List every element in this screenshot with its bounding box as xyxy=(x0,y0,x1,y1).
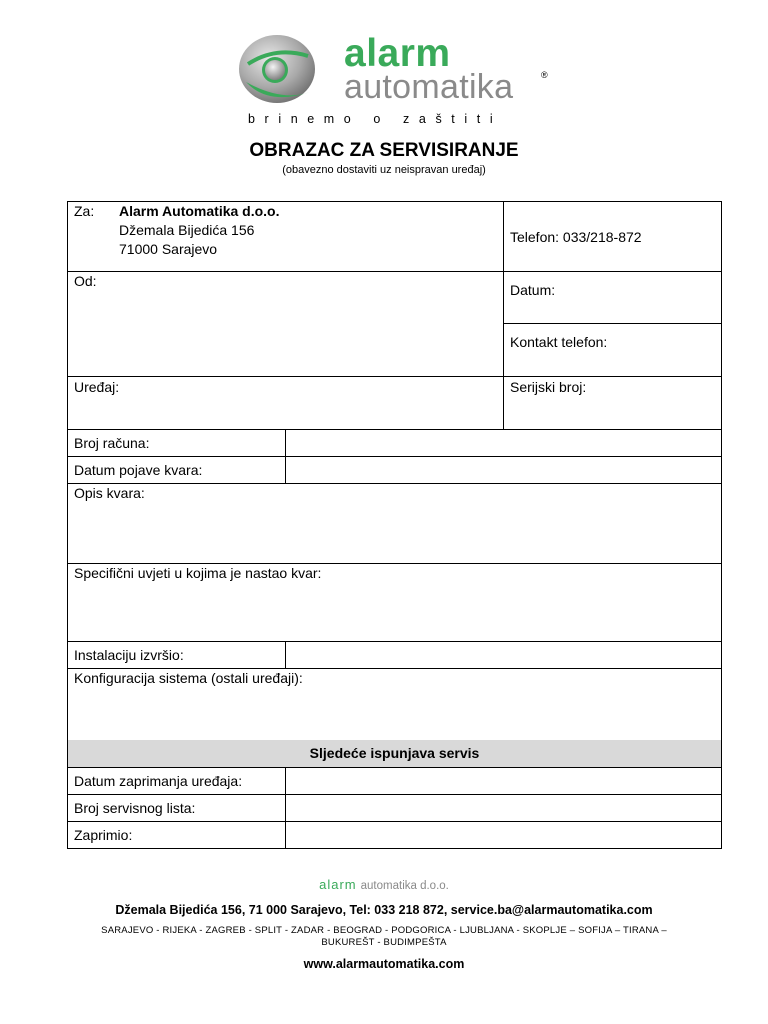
footer-brand xyxy=(0,877,768,892)
invoice-number-label: Broj računa: xyxy=(74,435,150,451)
footer-cities: SARAJEVO - RIJEKA - ZAGREB - SPLIT - ZADAR - BEOGRAD - PODGORICA - LJUBLJANA - SKOPLJE – SOFIJA – TIRANA – BUKUREŠT - BUDIMPEŠTA xyxy=(101,925,667,948)
logo-tagline: brinemo o zaštiti xyxy=(248,112,503,126)
form-title: OBRAZAC ZA SERVISIRANJE xyxy=(249,140,519,161)
footer-address: Džemala Bijedića 156, 71 000 Sarajevo, Tel: 033 218 872, service.ba@alarmautomatika.com xyxy=(115,903,653,917)
received-by-label: Zaprimio: xyxy=(74,827,133,843)
recipient-city: 71000 Sarajevo xyxy=(119,241,218,257)
company-logo xyxy=(238,34,558,134)
serial-number-label: Serijski broj: xyxy=(510,379,587,395)
fault-description-label: Opis kvara: xyxy=(74,485,145,501)
globe-logo-icon xyxy=(238,34,318,106)
form-subtitle: (obavezno dostaviti uz neispravan uređaj) xyxy=(282,164,486,176)
recipient-company: Alarm Automatika d.o.o. xyxy=(119,203,280,219)
device-label: Uređaj: xyxy=(74,379,120,395)
logo-word-alarm: alarm xyxy=(344,32,451,75)
footer-website[interactable]: www.alarmautomatika.com xyxy=(303,957,465,971)
recipient-street: Džemala Bijedića 156 xyxy=(119,222,255,238)
to-label: Za: xyxy=(74,203,95,219)
contact-phone-label: Kontakt telefon: xyxy=(510,334,608,350)
service-sheet-number-label: Broj servisnog lista: xyxy=(74,800,196,816)
footer-brand-alarm: alarm xyxy=(319,877,357,892)
fault-date-label: Datum pojave kvara: xyxy=(74,462,203,478)
from-label: Od: xyxy=(74,273,97,289)
recipient-phone: Telefon: 033/218-872 xyxy=(510,229,642,245)
footer-brand-automatika: automatika d.o.o. xyxy=(360,880,449,892)
date-label: Datum: xyxy=(510,282,556,298)
received-date-label: Datum zaprimanja uređaja: xyxy=(74,773,243,789)
logo-word-automatika: automatika xyxy=(344,68,514,106)
installer-label: Instalaciju izvršio: xyxy=(74,647,184,663)
service-form xyxy=(67,201,722,849)
system-configuration-label: Konfiguracija sistema (ostali uređaji): xyxy=(74,670,303,686)
service-section-header: Sljedeće ispunjava servis xyxy=(309,745,480,761)
registered-mark: ® xyxy=(541,70,548,80)
fault-conditions-label: Specifični uvjeti u kojima je nastao kvar: xyxy=(74,565,322,581)
